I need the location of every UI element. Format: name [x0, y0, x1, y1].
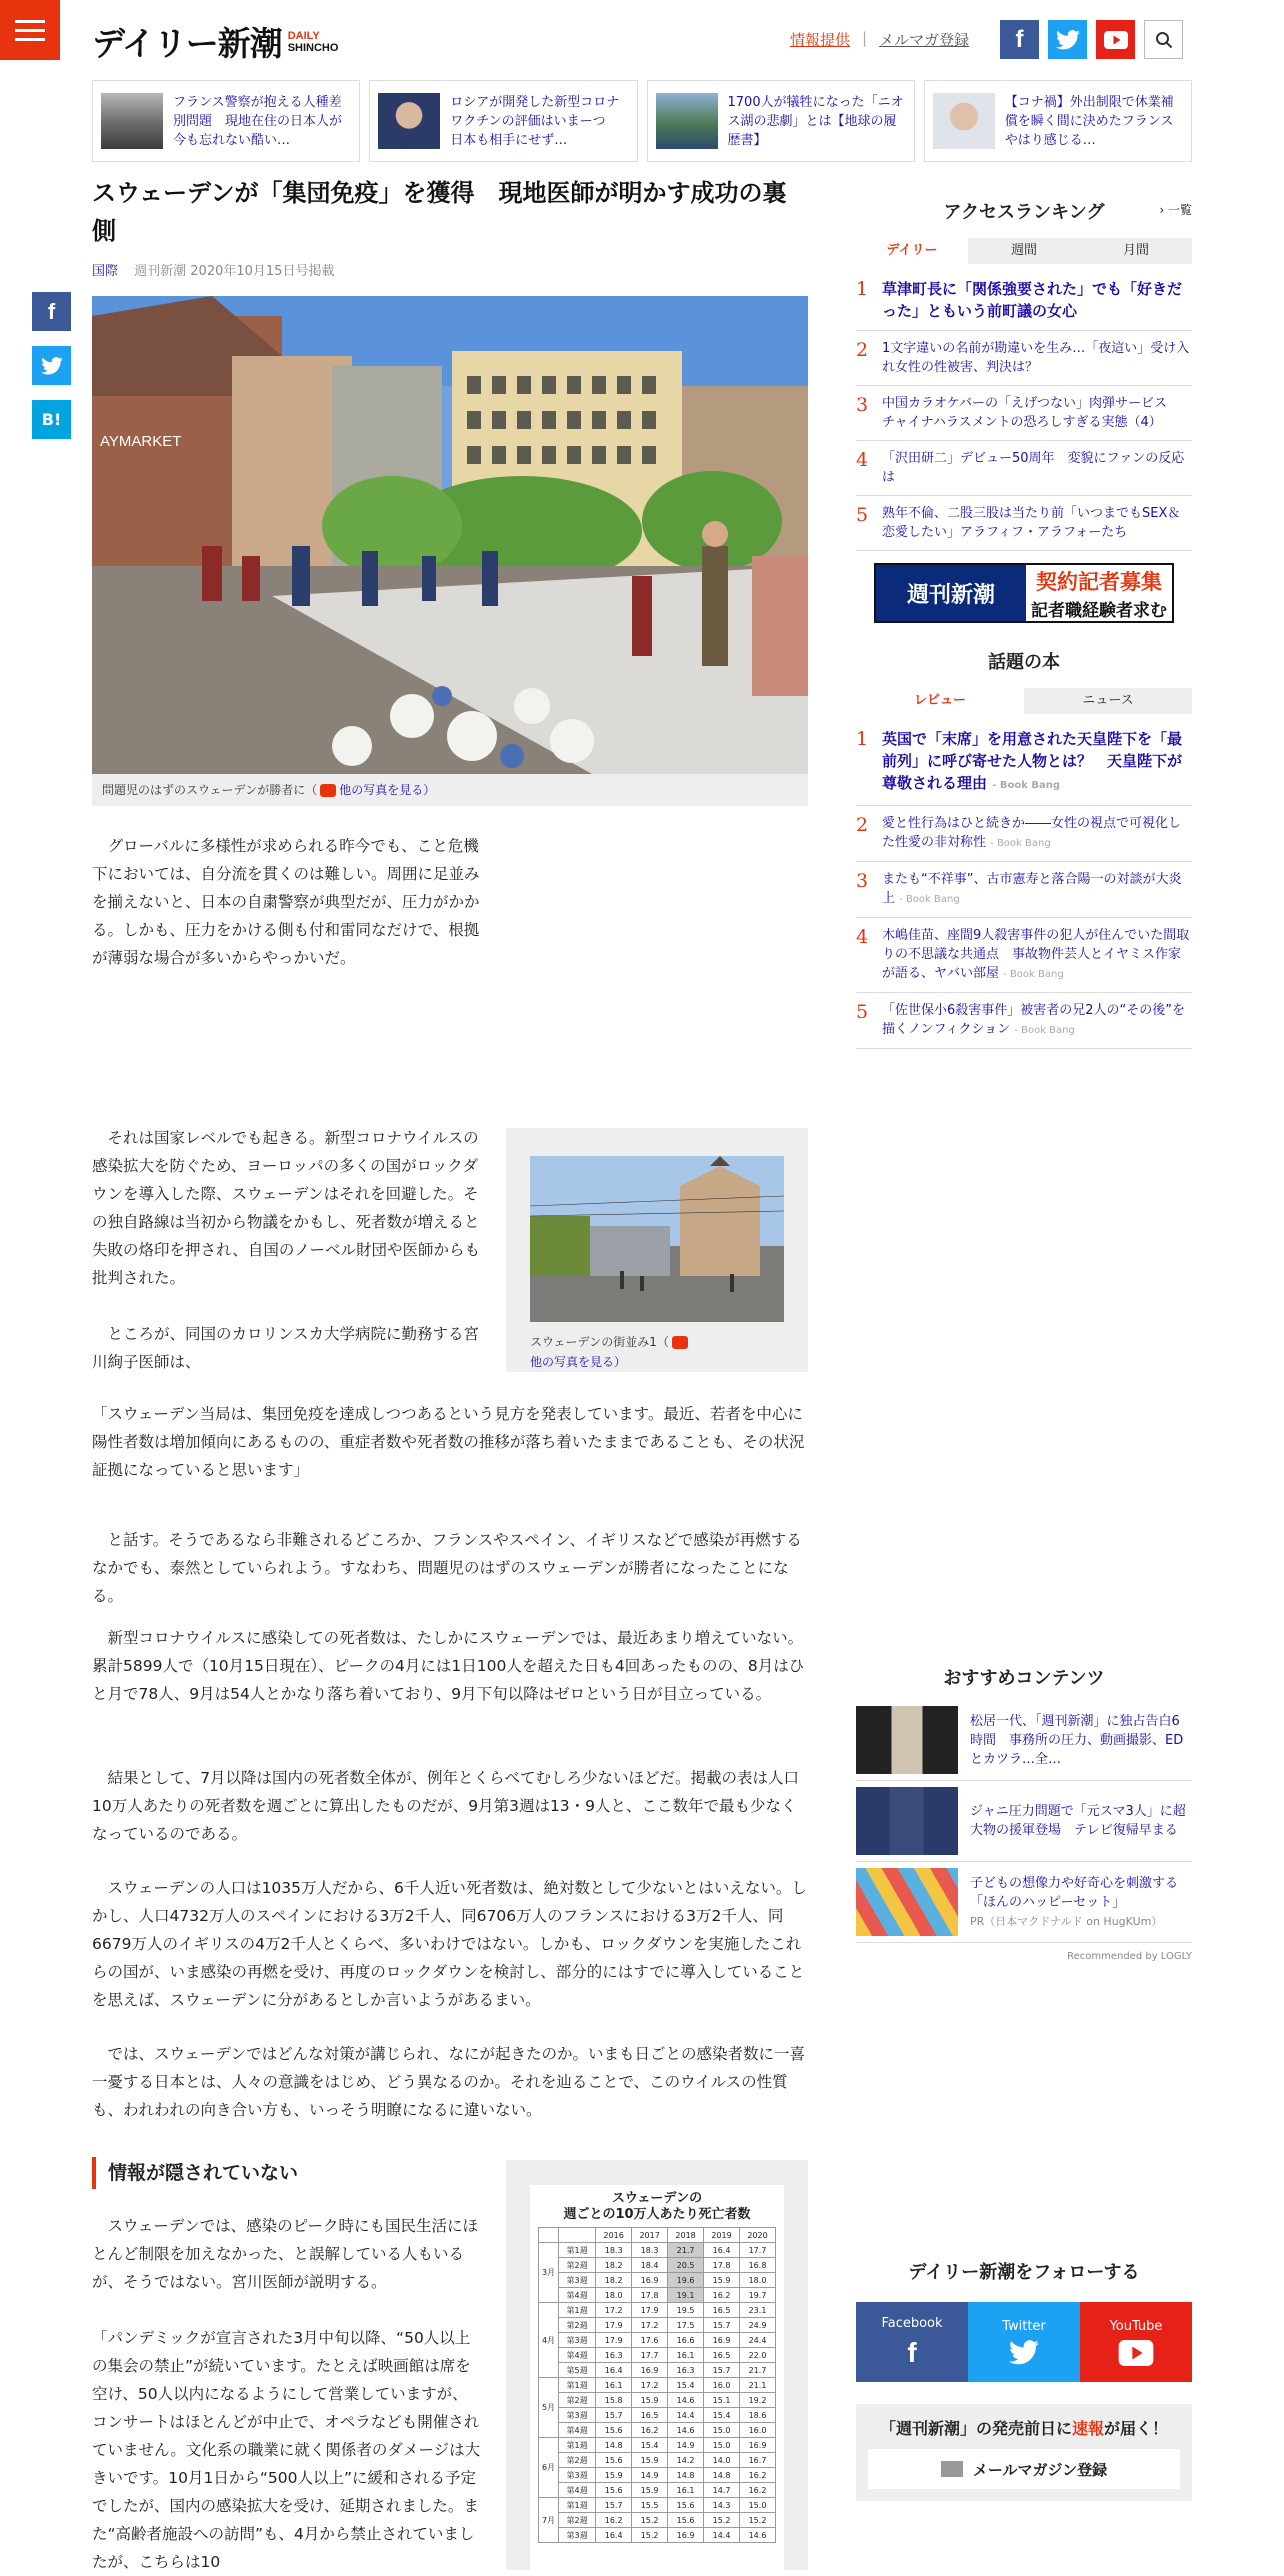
facebook-icon[interactable]: f	[1000, 20, 1039, 59]
twitter-icon[interactable]	[1048, 20, 1087, 59]
table-value-cell: 17.8	[704, 2258, 740, 2273]
book-item[interactable]: 3 またも“不祥事”、古市憲寿と落合陽一の対談が大炎上 - Book Bang	[856, 862, 1192, 918]
logly-credit[interactable]: Recommended by LOGLY	[1067, 1951, 1192, 1962]
table-value-cell: 16.0	[704, 2378, 740, 2393]
table-month-cell: 6月	[539, 2438, 559, 2498]
table-value-cell: 15.9	[632, 2393, 668, 2408]
table-value-cell: 16.4	[704, 2243, 740, 2258]
ranking-item[interactable]: 1 草津町長に「関係強要された」でも「好きだった」ともいう前町議の女心	[856, 270, 1192, 331]
ranking-item[interactable]: 3 中国カラオケバーの「えげつない」肉弾サービス チャイナハラスメントの恐ろしすぎる実態（4）	[856, 386, 1192, 441]
news-card[interactable]	[92, 80, 360, 162]
paragraph: スウェーデンでは、感染のピーク時にも国民生活にほとんど制限を加えなかった、と誤解している人もいるが、そうではない。宮川医師が説明する。	[92, 2217, 478, 2291]
table-value-cell: 15.0	[704, 2438, 740, 2453]
access-ranking	[856, 198, 1192, 623]
table-value-cell: 17.2	[632, 2378, 668, 2393]
table-week-cell: 第3週	[559, 2273, 596, 2288]
facebook-icon: f	[907, 2336, 917, 2368]
table-value-cell: 16.3	[596, 2348, 632, 2363]
table-value-cell: 16.9	[632, 2363, 668, 2378]
table-year-header: 2020	[740, 2228, 776, 2243]
table-figure[interactable]	[506, 2160, 808, 2570]
data-table	[538, 2227, 776, 2543]
table-value-cell: 15.6	[668, 2513, 704, 2528]
table-row	[539, 2273, 776, 2288]
camera-icon	[672, 1336, 688, 1349]
table-month-cell: 3月	[539, 2243, 559, 2303]
table-month-cell: 7月	[539, 2498, 559, 2543]
follow-youtube-button[interactable]: YouTube	[1080, 2302, 1192, 2382]
table-row	[539, 2288, 776, 2303]
table-value-cell: 16.2	[596, 2513, 632, 2528]
table-row	[539, 2423, 776, 2438]
table-row	[539, 2363, 776, 2378]
table-value-cell: 24.9	[740, 2318, 776, 2333]
table-value-cell: 18.4	[632, 2258, 668, 2273]
table-value-cell: 22.0	[740, 2348, 776, 2363]
table-row	[539, 2348, 776, 2363]
more-photos-link[interactable]: 他の写真を見る）	[530, 1355, 627, 1369]
table-value-cell: 19.1	[668, 2288, 704, 2303]
table-value-cell: 15.2	[704, 2513, 740, 2528]
table-value-cell: 17.7	[740, 2243, 776, 2258]
menu-button[interactable]	[0, 0, 60, 60]
publish-date: 週刊新潮 2020年10月15日号掲載	[134, 264, 335, 279]
divider: |	[862, 29, 868, 47]
table-row	[539, 2243, 776, 2258]
table-year-header: 2019	[704, 2228, 740, 2243]
photo-caption: 問題児のはずのスウェーデンが勝者に（ 他の写真を見る）	[92, 774, 808, 806]
paragraph: では、スウェーデンではどんな対策が講じられ、なにが起きたのか。いまも日ごとの感染者数に一喜一憂する日本とは、人々の意識をはじめ、どう異なるのか。それを辿ることで、このウイルスの性質も、われわれの向き合い方も、いっそう明瞭になるに違いない。	[92, 2045, 806, 2119]
death-rate-table	[530, 2185, 784, 2575]
table-value-cell: 21.7	[668, 2243, 704, 2258]
site-logo[interactable]	[92, 18, 338, 65]
tab-review[interactable]: レビュー	[856, 688, 1024, 714]
paragraph: それは国家レベルでも起きる。新型コロナウイルスの感染拡大を防ぐため、ヨーロッパの多くの国がロックダウンを導入した際、スウェーデンはそれを回避した。その独自路線は当初から物議をかもし、死者数が増えると失敗の烙印を押され、自国のノーベル財団や医師からも批判された。	[92, 1129, 480, 1287]
table-year-header: 2018	[668, 2228, 704, 2243]
follow-section	[856, 2258, 1192, 2501]
table-row	[539, 2408, 776, 2423]
section-heading: 情報が隠されていない	[92, 2157, 298, 2189]
news-thumbnail	[378, 93, 440, 149]
news-card-title: 1700人が犠牲になった「ニオス湖の悲劇」とは【地球の履歴書】	[727, 94, 904, 148]
book-item[interactable]: 5 「佐世保小6殺害事件」被害者の兄2人の“その後”を描くノンフィクション - Book Bang	[856, 993, 1192, 1049]
ranking-tabs	[856, 238, 1192, 264]
table-value-cell: 15.0	[704, 2423, 740, 2438]
table-value-cell: 16.7	[740, 2453, 776, 2468]
table-value-cell: 15.4	[704, 2408, 740, 2423]
quote-paragraph: 「パンデミックが宣言された3月中旬以降、“50人以上の集会の禁止”が続いています。たとえば映画館は席を空け、50人以内になるようにして営業していますが、コンサートはほとんどが中止で、オペラなども開催されていません。文化系の職業に就く関係者のダメージは大きいです。10月1日から“500人以上”に緩和される予定でしたが、国内の感染拡大を受け、延期されました。また“高齢者施設への訪問”も、4月から禁止されていましたが、こちらは10	[92, 2329, 481, 2571]
newsletter-text: 「週刊新潮」の発売前日に速報が届く！	[879, 2419, 1169, 2438]
newsletter-link[interactable]: メルマガ登録	[879, 31, 970, 49]
street-photo	[530, 1156, 784, 1322]
table-value-cell: 14.2	[668, 2453, 704, 2468]
share-facebook-icon[interactable]: f	[32, 292, 71, 331]
info-link[interactable]: 情報提供	[790, 31, 851, 49]
table-value-cell: 16.6	[668, 2333, 704, 2348]
tab-daily[interactable]: デイリー	[856, 238, 968, 264]
photo-sign: AYMARKET	[100, 433, 182, 450]
table-week-cell: 第1週	[559, 2438, 596, 2453]
table-value-cell: 16.5	[704, 2348, 740, 2363]
recommended-content	[856, 1664, 1192, 1962]
search-icon[interactable]	[1144, 20, 1183, 59]
table-value-cell: 15.5	[632, 2498, 668, 2513]
main-photo[interactable]	[92, 296, 808, 774]
table-row	[539, 2528, 776, 2543]
table-value-cell: 18.3	[632, 2243, 668, 2258]
table-value-cell: 14.8	[668, 2468, 704, 2483]
table-row	[539, 2438, 776, 2453]
top-news-cards	[92, 80, 1192, 162]
ranking-list	[856, 270, 1192, 551]
table-week-cell: 第2週	[559, 2258, 596, 2273]
table-week-cell: 第4週	[559, 2483, 596, 2498]
news-card-title: フランス警察が抱える人種差別問題 現地在住の日本人が今も忘れない酷い…	[173, 94, 343, 148]
table-value-cell: 21.7	[740, 2363, 776, 2378]
paragraph: 結果として、7月以降は国内の死者数全体が、例年とくらべてむしろ少ないほどだ。掲載の表は人口10万人あたりの死者数を週ごとに算出したものだが、9月第3週は13・9人と、ここ数年で最も少なくなっているのである。	[92, 1769, 800, 1843]
table-value-cell: 18.3	[596, 2243, 632, 2258]
table-value-cell: 15.6	[596, 2453, 632, 2468]
table-value-cell: 15.4	[668, 2378, 704, 2393]
news-card[interactable]	[369, 80, 637, 162]
table-value-cell: 17.5	[668, 2318, 704, 2333]
newsletter-box	[856, 2404, 1192, 2501]
share-hatena-icon[interactable]: B!	[32, 400, 71, 439]
table-value-cell: 19.6	[668, 2273, 704, 2288]
table-value-cell: 16.3	[668, 2363, 704, 2378]
follow-facebook-button[interactable]: Facebook f	[856, 2302, 968, 2382]
table-value-cell: 14.9	[668, 2438, 704, 2453]
table-week-cell: 第2週	[559, 2318, 596, 2333]
table-row	[539, 2468, 776, 2483]
table-value-cell: 16.1	[596, 2378, 632, 2393]
table-row	[539, 2333, 776, 2348]
camera-icon	[320, 784, 336, 797]
table-value-cell: 19.7	[740, 2288, 776, 2303]
news-card[interactable]	[647, 80, 915, 162]
table-value-cell: 20.5	[668, 2258, 704, 2273]
table-value-cell: 16.4	[596, 2528, 632, 2543]
recruit-banner[interactable]: 週刊新潮 契約記者募集 記者職経験者求む	[874, 563, 1174, 623]
table-value-cell: 16.2	[704, 2288, 740, 2303]
table-value-cell: 15.9	[632, 2453, 668, 2468]
table-week-cell: 第3週	[559, 2468, 596, 2483]
youtube-icon	[1118, 2340, 1154, 2366]
books-tabs	[856, 688, 1192, 714]
table-value-cell: 17.2	[632, 2318, 668, 2333]
share-twitter-icon[interactable]	[32, 346, 71, 385]
table-row	[539, 2513, 776, 2528]
table-value-cell: 14.6	[668, 2393, 704, 2408]
table-value-cell: 16.2	[740, 2468, 776, 2483]
tab-weekly[interactable]: 週間	[968, 238, 1080, 264]
table-week-cell: 第2週	[559, 2513, 596, 2528]
table-value-cell: 15.2	[740, 2513, 776, 2528]
news-card[interactable]	[924, 80, 1192, 162]
table-row	[539, 2303, 776, 2318]
books-list	[856, 720, 1192, 1049]
envelope-icon	[941, 2461, 963, 2477]
table-value-cell: 14.4	[704, 2528, 740, 2543]
table-value-cell: 16.5	[632, 2408, 668, 2423]
table-value-cell: 16.9	[740, 2438, 776, 2453]
article-title: スウェーデンが「集団免疫」を獲得 現地医師が明かす成功の裏側	[92, 179, 787, 245]
table-value-cell: 14.9	[632, 2468, 668, 2483]
table-value-cell: 15.9	[596, 2468, 632, 2483]
tab-monthly[interactable]: 月間	[1080, 238, 1192, 264]
book-item[interactable]: 2 愛と性行為はひと続きか――女性の視点で可視化した性愛の非対称性 - Book Bang	[856, 806, 1192, 862]
table-value-cell: 15.1	[704, 2393, 740, 2408]
ranking-more-link[interactable]: › 一覧	[1159, 203, 1192, 217]
paragraph: と話す。そうであるなら非難されるどころか、フランスやスペイン、イギリスなどで感染が再燃するなかでも、泰然としていられよう。すなわち、問題児のはずのスウェーデンが勝者になったことになる。	[92, 1531, 802, 1605]
table-value-cell: 24.4	[740, 2333, 776, 2348]
table-value-cell: 16.1	[668, 2483, 704, 2498]
table-value-cell: 18.0	[740, 2273, 776, 2288]
table-value-cell: 15.0	[740, 2498, 776, 2513]
news-thumbnail	[933, 93, 995, 149]
follow-title: デイリー新潮をフォローする	[908, 2262, 1140, 2283]
recommend-item[interactable]: 子どもの想像力や好奇心を刺激する「ほんのハッピーセット」 PR（日本マクドナルド on HugKUm）	[856, 1862, 1192, 1943]
recommend-thumbnail	[856, 1787, 958, 1855]
table-row	[539, 2498, 776, 2513]
share-buttons	[32, 292, 71, 439]
table-value-cell: 17.9	[596, 2333, 632, 2348]
recommend-thumbnail	[856, 1868, 958, 1936]
follow-twitter-button[interactable]: Twitter	[968, 2302, 1080, 2382]
table-value-cell: 16.2	[632, 2423, 668, 2438]
table-value-cell: 14.6	[740, 2528, 776, 2543]
table-value-cell: 18.2	[596, 2273, 632, 2288]
ranking-item[interactable]: 5 熟年不倫、二股三股は当たり前「いつまでもSEX＆恋愛したい」アラフィフ・アラフォーたち	[856, 496, 1192, 551]
category-link[interactable]: 国際	[92, 264, 119, 279]
table-value-cell: 17.9	[632, 2303, 668, 2318]
table-row	[539, 2318, 776, 2333]
table-month-cell: 4月	[539, 2303, 559, 2378]
table-value-cell: 15.7	[704, 2363, 740, 2378]
table-row	[539, 2393, 776, 2408]
follow-buttons	[856, 2302, 1192, 2382]
table-value-cell: 18.0	[596, 2288, 632, 2303]
news-card-title: 【コナ禍】外出制限で休業補償を瞬く間に決めたフランス やはり感じる…	[1004, 94, 1187, 148]
table-value-cell: 16.0	[740, 2423, 776, 2438]
book-item[interactable]: 4 木嶋佳苗、座間9人殺害事件の犯人が住んでいた間取りの不思議な共通点 事故物件芸人とイヤミス作家が語る、ヤバい部屋 - Book Bang	[856, 918, 1192, 993]
books-title: 話題の本	[988, 652, 1060, 673]
table-value-cell: 15.2	[632, 2528, 668, 2543]
article	[92, 174, 808, 806]
table-value-cell: 17.2	[596, 2303, 632, 2318]
paragraph: グローバルに多様性が求められる昨今でも、こと危機下においては、自分流を貫くのは難しい。周囲に足並みを揃えないと、日本の自粛警察が典型だが、圧力がかかる。しかも、圧力をかける側も付和雷同なだけで、根拠が薄弱な場合が多いからやっかいだ。	[92, 837, 480, 967]
table-value-cell: 16.5	[704, 2303, 740, 2318]
table-week-cell: 第3週	[559, 2333, 596, 2348]
table-value-cell: 14.8	[596, 2438, 632, 2453]
table-value-cell: 15.8	[596, 2393, 632, 2408]
table-week-cell: 第5週	[559, 2363, 596, 2378]
table-row	[539, 2453, 776, 2468]
table-value-cell: 14.3	[704, 2498, 740, 2513]
ranking-item[interactable]: 4 「沢田研二」デビュー50周年 変貌にファンの反応は	[856, 441, 1192, 496]
table-value-cell: 15.6	[668, 2498, 704, 2513]
book-item[interactable]: 1 英国で「末席」を用意された天皇陛下を「最前列」に呼び寄せた人物とは？ 天皇陛下が尊敬される理由 - Book Bang	[856, 720, 1192, 806]
paragraph: ところが、同国のカロリンスカ大学病院に勤務する宮川絢子医師は、	[92, 1325, 480, 1371]
table-row	[539, 2378, 776, 2393]
table-row	[539, 2258, 776, 2273]
table-week-cell: 第3週	[559, 2408, 596, 2423]
table-value-cell: 17.8	[632, 2288, 668, 2303]
table-title: スウェーデンの 週ごとの10万人あたり死亡者数	[563, 2191, 751, 2222]
logo-en: DAILY SHINCHO	[287, 29, 339, 54]
table-week-cell: 第2週	[559, 2393, 596, 2408]
table-value-cell: 15.6	[596, 2483, 632, 2498]
table-value-cell: 15.2	[632, 2513, 668, 2528]
table-week-cell: 第1週	[559, 2498, 596, 2513]
table-value-cell: 15.9	[704, 2273, 740, 2288]
table-value-cell: 21.1	[740, 2378, 776, 2393]
table-value-cell: 16.8	[740, 2258, 776, 2273]
table-value-cell: 14.8	[704, 2468, 740, 2483]
ranking-item[interactable]: 2 1文字違いの名前が勘違いを生み…「夜這い」受け入れ女性の性被害、判決は？	[856, 331, 1192, 386]
table-value-cell: 19.2	[740, 2393, 776, 2408]
table-value-cell: 15.7	[704, 2318, 740, 2333]
table-value-cell: 16.9	[704, 2333, 740, 2348]
more-photos-link[interactable]: 他の写真を見る）	[339, 783, 436, 797]
paragraph: スウェーデンの人口は1035万人だから、6千人近い死者数は、絶対数として少ないとはいえない。しかし、人口4732万人のスペインにおける3万2千人、同6706万人のフランスにおける3万2千人、同6679万人のイギリスの4万2千人とくらべ、多いわけではない。しかも、ロックダウンを実施したこれらの国が、いま感染の再燃を受け、再度のロックダウンを検討し、部分的にはすでに導入していることを思えば、スウェーデンに分があるとしか言いようがあるまい。	[92, 1879, 807, 2009]
table-value-cell: 17.9	[596, 2318, 632, 2333]
table-week-cell: 第1週	[559, 2378, 596, 2393]
table-value-cell: 15.6	[596, 2423, 632, 2438]
table-value-cell: 18.6	[740, 2408, 776, 2423]
table-value-cell: 17.6	[632, 2333, 668, 2348]
youtube-icon[interactable]	[1096, 20, 1135, 59]
table-week-cell: 第4週	[559, 2348, 596, 2363]
recommend-item[interactable]: ジャニ圧力問題で「元スマ3人」に超大物の援軍登場 テレビ復帰早まる	[856, 1781, 1192, 1862]
table-value-cell: 15.7	[596, 2408, 632, 2423]
topic-books	[856, 648, 1192, 1049]
news-thumbnail	[656, 93, 718, 149]
table-value-cell: 14.7	[704, 2483, 740, 2498]
table-month-cell: 5月	[539, 2378, 559, 2438]
newsletter-signup-button[interactable]: メールマガジン登録	[868, 2449, 1180, 2489]
recommend-title: おすすめコンテンツ	[943, 1668, 1105, 1689]
tab-news[interactable]: ニュース	[1024, 688, 1192, 714]
news-card-title: ロシアが開発した新型コロナワクチンの評価はいまーつ 日本も相手にせず…	[450, 94, 620, 148]
table-value-cell: 16.9	[668, 2528, 704, 2543]
table-year-header: 2016	[596, 2228, 632, 2243]
recommend-item[interactable]: 松居一代、「週刊新潮」に独占告白6時間 事務所の圧力、動画撮影、EDとカツラ…全…	[856, 1700, 1192, 1781]
table-corner	[559, 2228, 596, 2243]
table-value-cell: 18.2	[596, 2258, 632, 2273]
twitter-icon	[1009, 2340, 1039, 2365]
table-value-cell: 14.4	[668, 2408, 704, 2423]
table-value-cell: 16.2	[740, 2483, 776, 2498]
table-value-cell: 16.1	[668, 2348, 704, 2363]
table-corner	[539, 2228, 559, 2243]
ranking-title: アクセスランキング › 一覧	[943, 202, 1192, 223]
table-value-cell: 14.6	[668, 2423, 704, 2438]
news-thumbnail	[101, 93, 163, 149]
table-week-cell: 第4週	[559, 2423, 596, 2438]
table-week-cell: 第3週	[559, 2528, 596, 2543]
side-figure-caption: スウェーデンの街並み1（他の写真を見る）	[530, 1332, 784, 1372]
side-figure[interactable]	[506, 1128, 808, 1372]
quote-paragraph: 「スウェーデン当局は、集団免疫を達成しつつあるという見方を発表しています。最近、若者を中心に陽性者数は増加傾向にあるものの、重症者数や死者数の推移が落ち着いたままであることも、その状況証拠になっていると思います」	[92, 1405, 805, 1479]
table-week-cell: 第4週	[559, 2288, 596, 2303]
article-meta	[92, 260, 808, 279]
table-value-cell: 15.7	[596, 2498, 632, 2513]
table-value-cell: 15.9	[632, 2483, 668, 2498]
table-value-cell: 16.4	[596, 2363, 632, 2378]
table-value-cell: 15.4	[632, 2438, 668, 2453]
table-week-cell: 第1週	[559, 2303, 596, 2318]
table-week-cell: 第1週	[559, 2243, 596, 2258]
recommend-thumbnail	[856, 1706, 958, 1774]
table-value-cell: 19.5	[668, 2303, 704, 2318]
table-value-cell: 16.9	[632, 2273, 668, 2288]
logo-text: デイリー新潮	[92, 24, 282, 63]
table-value-cell: 14.0	[704, 2453, 740, 2468]
table-value-cell: 17.7	[632, 2348, 668, 2363]
table-row	[539, 2483, 776, 2498]
table-value-cell: 23.1	[740, 2303, 776, 2318]
paragraph: 新型コロナウイルスに感染しての死者数は、たしかにスウェーデンでは、最近あまり増えていない。累計5899人で（10月15日現在）、ピークの4月には1日100人を超えた日も4回あったものの、8月はひと月で78人、9月は54人とかなり落ち着いており、9月下旬以降はゼロという日が目立っている。	[92, 1629, 805, 1703]
table-week-cell: 第2週	[559, 2453, 596, 2468]
table-year-header: 2017	[632, 2228, 668, 2243]
